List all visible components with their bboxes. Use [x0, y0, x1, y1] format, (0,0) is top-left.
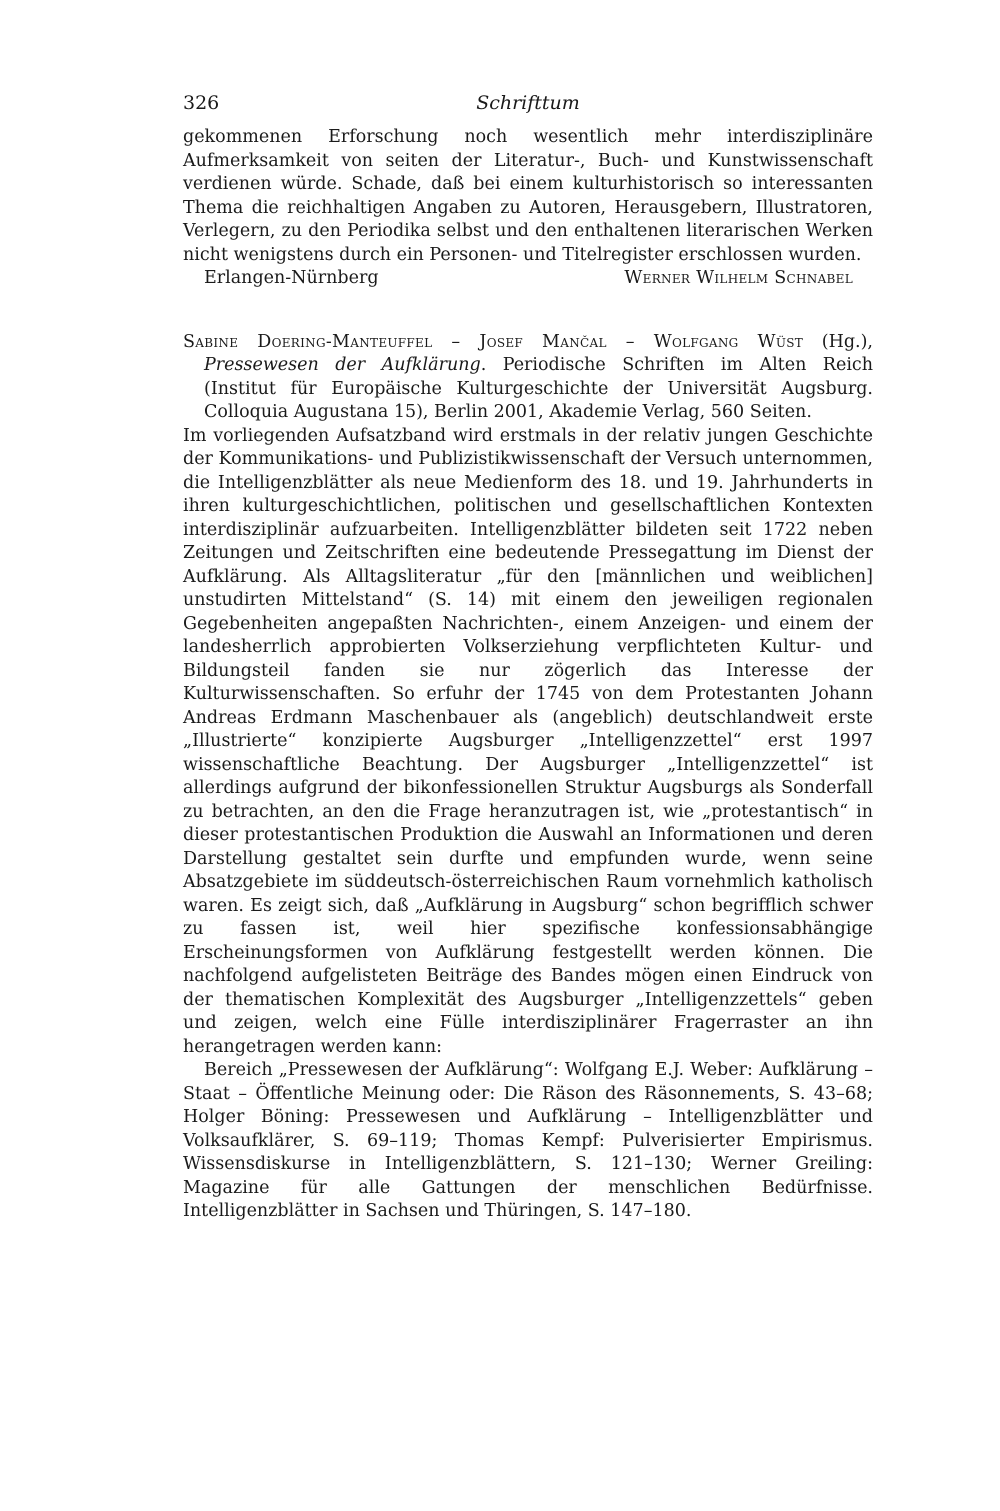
review-bibliographic-entry: [183, 331, 873, 425]
review-authors: Sabine Doering-Manteuffel – Josef Mančal – Wolfgang Wüst: [183, 331, 804, 352]
review-bibliographic-details: . Periodische Schriften im Alten Reich (Institut für Europäische Kulturgeschichte der Universität Augsburg. Colloquia Augustana 15), Berlin 2001, Akademie Verlag, 560 Seiten.: [204, 355, 873, 422]
reviewer-name: Werner Wilhelm Schnabel: [624, 268, 853, 288]
page-number: 326: [183, 92, 220, 114]
previous-review-text: [183, 126, 873, 267]
reviewer-place: Erlangen-Nürnberg: [204, 268, 379, 288]
review-paragraph: Bereich „Pressewesen der Aufklärung“: Wolfgang E.J. Weber: Aufklärung – Staat – Öffentliche Meinung oder: Die Räson des Räsonnements, S. 43–68; Holger Böning: Pressewesen und Aufklärung – Intelligenzblätter und Volksaufklärer, S. 69–119; Thomas Kempf: Pulverisierter Empirismus. Wissensdiskurse in Intelligenzblättern, S. 121–130; Werner Greiling: Magazine für alle Gattungen der menschlichen Bedürfnisse. Intelligenzblätter in Sachsen und Thüringen, S. 147–180.: [183, 1060, 873, 1221]
review-paragraph: Im vorliegenden Aufsatzband wird erstmals in der relativ jungen Geschichte der Kommunikations- und Publizistikwissenschaft der Versuch unternommen, die Intelligenzblätter als neue Medienform des 18. und 19. Jahrhunderts in ihren kulturgeschichtlichen, politischen und gesellschaftlichen Kontexten interdisziplinär aufzuarbeiten. Intelligenzblätter bildeten seit 1722 neben Zeitungen und Zeitschriften eine bedeutende Pressegattung im Dienst der Aufklärung. Als Alltagsliteratur „für den [männlichen und weiblichen] unstudirten Mittelstand“ (S. 14) mit einem den jeweiligen regionalen Gegebenheiten angepaßten Nachrichten-, einem Anzeigen- und einem der landesherrlich approbierten Volkserziehung verpflichteten Kultur- und Bildungsteil fanden sie nur zögerlich das Interesse der Kulturwissenschaften. So erfuhr der 1745 von dem Protestanten Johann Andreas Erdmann Maschenbauer als (angeblich) deutschlandweit erste „Illustrierte“ konzipierte Augsburger „Intelligenzzettel“ erst 1997 wissenschaftliche Beachtung. Der Augsburger „Intelligenzzettel“ ist allerdings aufgrund der bikonfessionellen Struktur Augsburgs als Sonderfall zu betrachten, an den die Frage heranzutragen ist, wie „protestantisch“ in dieser protestantischen Produktion die Auswahl an Informationen und deren Darstellung gestaltet sein durfte und empfunden wurde, wenn seine Absatzgebiete im süddeutsch-österreichischen Raum vornehmlich katholisch waren. Es zeigt sich, daß „Aufklärung in Augsburg“ schon begrifflich schwer zu fassen ist, weil hier spezifische konfessionsabhängige Erscheinungsformen von Aufklärung festgestellt werden können. Die nachfolgend aufgelisteten Beiträge des Bandes mögen einen Eindruck von der thematischen Komplexität des Augsburger „Intelligenzzettels“ geben und zeigen, welch eine Fülle interdisziplinärer Fragerraster an ihn herangetragen werden kann:: [183, 425, 873, 1057]
review-editor-note: (Hg.),: [803, 331, 873, 352]
running-title: Schrifttum: [476, 92, 580, 114]
review-book-title: Pressewesen der Aufklärung: [204, 355, 481, 375]
running-head: [183, 92, 873, 126]
reviewer-signature: [183, 267, 873, 291]
review-body: [183, 425, 873, 1224]
previous-review-closing-paragraph: gekommenen Erforschung noch wesentlich mehr interdisziplinäre Aufmerksamkeit von seiten der Literatur-, Buch- und Kunstwissenschaft verdienen würde. Schade, daß bei einem kulturhistorisch so interessanten Thema die reichhaltigen Angaben zu Autoren, Herausgebern, Illustratoren, Verlegern, zu den Periodika selbst und den enthaltenen literarischen Werken nicht wenigstens durch ein Personen- und Titelregister erschlossen wurden.: [183, 127, 873, 265]
page: [183, 92, 873, 1224]
